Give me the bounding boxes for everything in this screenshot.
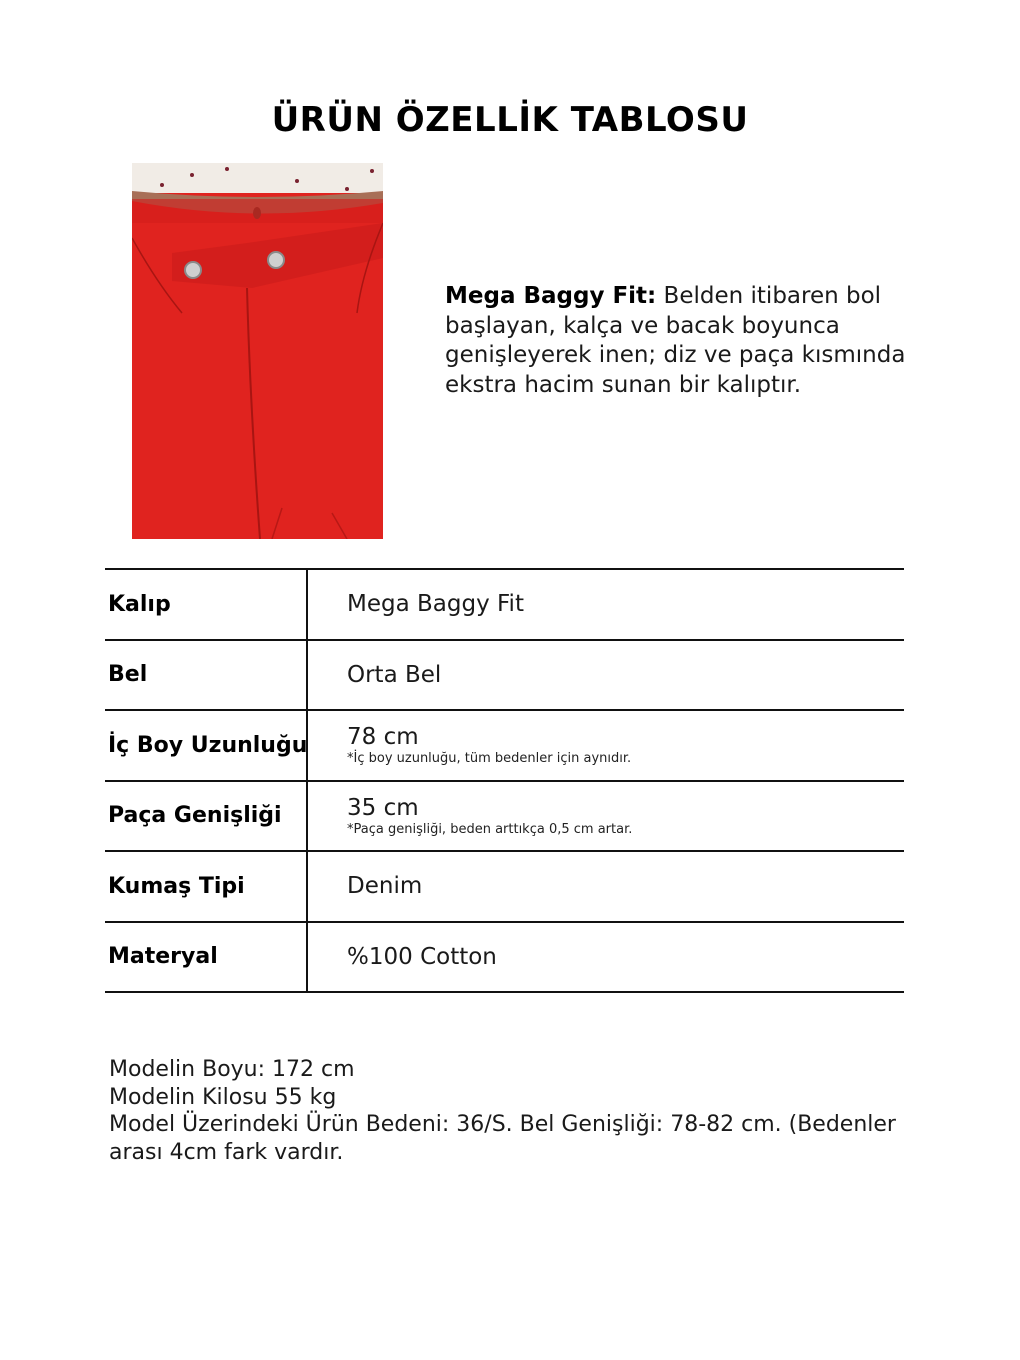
spec-value: 78 cm bbox=[347, 724, 419, 751]
spec-label: Kumaş Tipi bbox=[108, 873, 245, 899]
spec-row-ic-boy bbox=[105, 711, 904, 782]
spec-value-cell bbox=[347, 711, 631, 780]
spec-label: İç Boy Uzunluğu bbox=[108, 732, 308, 758]
spec-value-cell bbox=[347, 570, 524, 639]
fit-description-lead: Mega Baggy Fit: bbox=[445, 283, 657, 309]
spec-row-kumas bbox=[105, 852, 904, 923]
spec-value: 35 cm bbox=[347, 794, 419, 821]
model-height: Modelin Boyu: 172 cm bbox=[109, 1057, 355, 1082]
model-size: Model Üzerindeki Ürün Bedeni: 36/S. Bel Genişliği: 78-82 cm. (Bedenler arası 4cm fark vardır. bbox=[109, 1112, 896, 1165]
spec-value-cell bbox=[347, 641, 441, 710]
spec-label: Paça Genişliği bbox=[108, 803, 282, 829]
product-photo bbox=[132, 163, 383, 539]
spec-label: Bel bbox=[108, 662, 148, 688]
model-info bbox=[109, 1056, 909, 1166]
fit-description-text: Belden itibaren bol başlayan, kalça ve bacak boyunca genişleyerek inen; diz ve paça kısmında ekstra hacim sunan bir kalıptır. bbox=[445, 283, 906, 398]
spec-value: Denim bbox=[347, 873, 423, 900]
spec-label: Materyal bbox=[108, 944, 218, 970]
fit-description bbox=[445, 282, 935, 400]
spec-value: %100 Cotton bbox=[347, 943, 497, 970]
column-divider bbox=[306, 641, 308, 712]
spec-row-kalip bbox=[105, 570, 904, 641]
spec-value-cell bbox=[347, 782, 632, 851]
column-divider bbox=[306, 570, 308, 641]
column-divider bbox=[306, 923, 308, 994]
spec-row-bel bbox=[105, 641, 904, 712]
column-divider bbox=[306, 852, 308, 923]
spec-value-cell bbox=[347, 852, 422, 921]
model-weight: Modelin Kilosu 55 kg bbox=[109, 1084, 337, 1110]
spec-row-paca bbox=[105, 782, 904, 853]
spec-note: *İç boy uzunluğu, tüm bedenler için aynıdır. bbox=[347, 751, 632, 767]
spec-table bbox=[105, 568, 904, 993]
column-divider bbox=[306, 782, 308, 853]
spec-value: Mega Baggy Fit bbox=[347, 591, 524, 618]
spec-note: *Paça genişliği, beden arttıkça 0,5 cm artar. bbox=[347, 821, 633, 837]
spec-value-cell bbox=[347, 923, 497, 992]
page-title: ÜRÜN ÖZELLİK TABLOSU bbox=[271, 100, 749, 140]
spec-value: Orta Bel bbox=[347, 661, 442, 688]
spec-row-materyal bbox=[105, 923, 904, 994]
spec-label: Kalıp bbox=[108, 591, 171, 617]
